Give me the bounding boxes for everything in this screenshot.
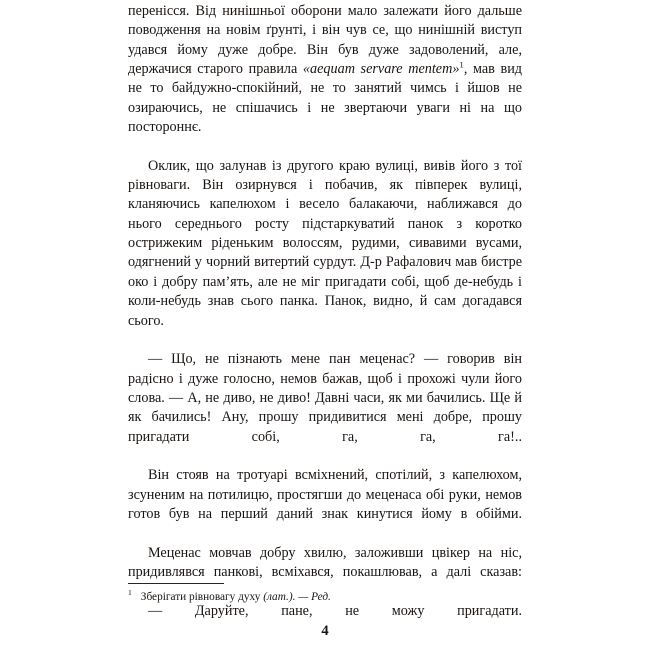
text-run: , мав вид не то байдужно-спокійний, не то занятий чимсь і йшов не озираючись, не спішачись і не звертаючи уваги ні на що постороннє. (128, 61, 523, 136)
italic-run: «aequam servare mentem» (302, 61, 460, 78)
text-run: Зберігати рівновагу духу (140, 591, 264, 603)
page-number: 4 (321, 623, 329, 639)
paragraph (128, 2, 522, 157)
footnote-reference-marker: 1 (459, 59, 464, 70)
text-run: Він стояв на тротуарі всміхнений, спотілий, з капелюхом, зсуненим на потилицю, простягши до меценаса обі руки, немов готов був на перший даний знак кинутися йому в обійми. (128, 467, 522, 522)
paragraph (128, 466, 522, 543)
text-run: — Даруйте, пане, не можу пригадати. (148, 602, 522, 619)
footnote-area (128, 583, 522, 604)
paragraph (128, 350, 522, 466)
footnote-marker: 1 (128, 588, 132, 598)
footnote-separator-rule (128, 583, 224, 584)
footnote-entry (128, 590, 522, 604)
text-run: Меценас мовчав добру хвилю, заложивши цвікер на ніс, придивлявся панкові, всміхався, покашлював, а далі сказав: (128, 544, 522, 580)
italic-run: (лат.). — Ред. (263, 591, 331, 603)
body-text-block (128, 2, 522, 640)
text-run: — Що, не пізнають мене пан меценас? — говорив він радісно і дуже голосно, немов бажав, щоб і прохожі чули його слова. — А, не диво, не диво! Давні часи, як ми бачились. Ще й як бачились! Ану, прошу придивитися мені добре, прошу пригадати собі, га, га, га!.. (128, 351, 522, 445)
footnote-text (141, 591, 331, 603)
text-run: Оклик, що залунав із другого краю вулиці, вивів його з тої рівноваги. Він озирнувся і побачив, як півперек вулиці, кланяючись капелюхом і весело балакаючи, наближався до нього середнього росту підстаркуватий панок з коротко острижеким ріденьким волоссям, рудими, сивавими вусами, одягнений у чорний витертий сурдут. Д-р Рафалович мав бистре око і добру пам’ять, але не міг пригадати собі, щоб де-небудь і коли-небудь знав сього панка. Панок, видно, й сам догадався сього. (128, 157, 522, 329)
text-run: перенісся. Від нинішньої оборони мало залежати його дальше поводження на новім ґрунті, і він чув се, що нинішній виступ удався йому дуже добре. Він був дуже задоволений, але, держачися старого правила (128, 3, 522, 78)
paragraph (128, 157, 522, 350)
